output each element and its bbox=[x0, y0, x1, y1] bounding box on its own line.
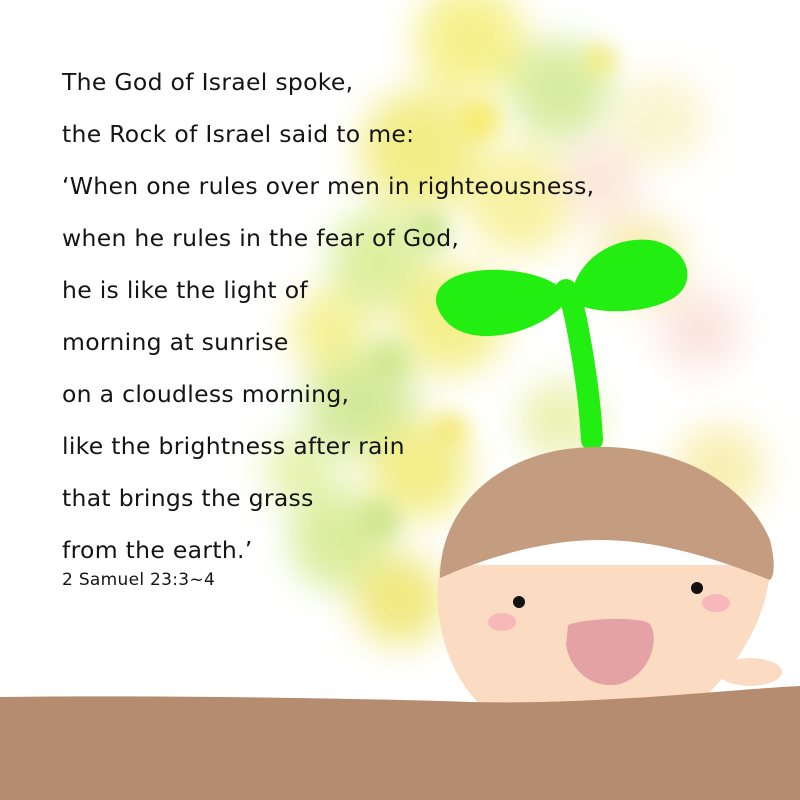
verse-line: when he rules in the fear of God, bbox=[62, 224, 460, 252]
verse-line: he is like the light of bbox=[62, 276, 308, 304]
soil-ground-icon bbox=[0, 686, 800, 800]
verse-reference: 2 Samuel 23:3~4 bbox=[62, 570, 216, 590]
sprout-seedling-icon bbox=[436, 240, 687, 440]
verse-line: from the earth.’ bbox=[62, 536, 253, 564]
acorn-cap bbox=[440, 447, 774, 580]
verse-line: The God of Israel spoke, bbox=[62, 68, 354, 96]
verse-line: morning at sunrise bbox=[62, 328, 289, 356]
right-hand bbox=[718, 658, 782, 686]
verse-line: ‘When one rules over men in righteousness, bbox=[62, 172, 595, 200]
left-cheek bbox=[488, 613, 516, 631]
right-eye bbox=[691, 582, 703, 594]
verse-line: on a cloudless morning, bbox=[62, 380, 350, 408]
right-cheek bbox=[702, 594, 730, 612]
left-eye bbox=[513, 596, 525, 608]
verse-line: the Rock of Israel said to me: bbox=[62, 120, 415, 148]
verse-line: like the brightness after rain bbox=[62, 432, 405, 460]
verse-line: that brings the grass bbox=[62, 484, 314, 512]
